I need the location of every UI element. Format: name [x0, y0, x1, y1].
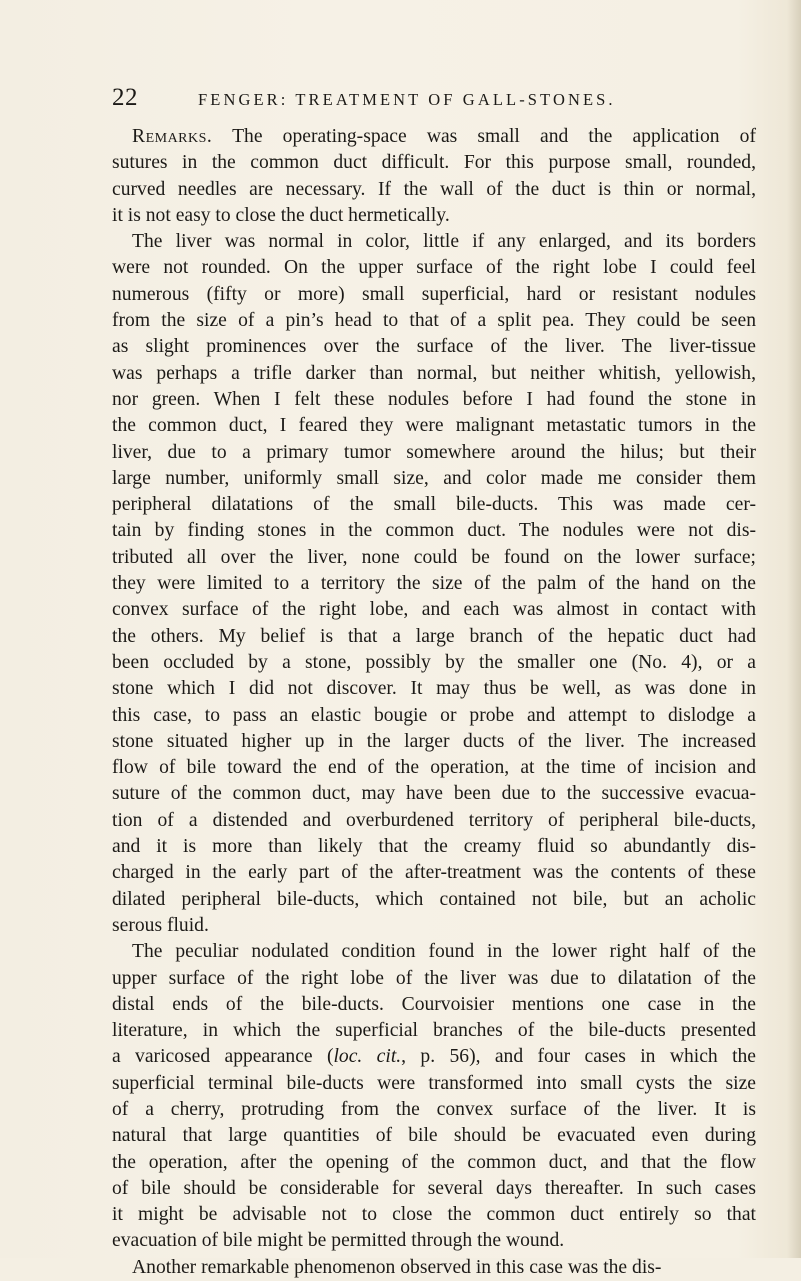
text-line: charged in the early part of the after-treatment was the contents of these: [112, 862, 756, 884]
text-line: the others. My belief is that a large branch of the hepatic duct had: [112, 625, 756, 647]
text-line: been occluded by a stone, possibly by the smaller one (No. 4), or a: [112, 651, 756, 673]
text-line: natural that large quantities of bile should be evacuated even during: [112, 1125, 756, 1147]
text-line: tain by finding stones in the common duct. The nodules were not dis-: [112, 520, 756, 542]
text-line: distal ends of the bile-ducts. Courvoisier mentions one case in the: [112, 993, 756, 1015]
text-line: was perhaps a trifle darker than normal, but neither whitish, yellowish,: [112, 362, 756, 384]
text-line: sutures in the common duct difficult. For this purpose small, rounded,: [112, 152, 756, 174]
page-number: 22: [112, 84, 138, 111]
text-line: of bile should be considerable for several days thereafter. In such cases: [112, 1177, 756, 1199]
text-line: dilated peripheral bile-ducts, which contained not bile, but an acholic: [112, 888, 756, 910]
text-line: Remarks. The operating-space was small and the application of: [132, 126, 756, 147]
text-line: nor green. When I felt these nodules before I had found the stone in: [112, 388, 756, 410]
text-line: curved needles are necessary. If the wall of the duct is thin or normal,: [112, 178, 756, 200]
text-line: tributed all over the liver, none could be found on the lower surface;: [112, 546, 756, 568]
page-edge-shadow: [787, 0, 801, 1258]
text-line: the common duct, I feared they were malignant metastatic tumors in the: [112, 415, 756, 437]
text-line: peripheral dilatations of the small bile-ducts. This was made cer-: [112, 494, 756, 516]
text-line: as slight prominences over the surface of the liver. The liver-tissue: [112, 336, 756, 358]
text-line: numerous (fifty or more) small superficial, hard or resistant nodules: [112, 283, 756, 305]
text-line: The liver was normal in color, little if any enlarged, and its borders: [132, 231, 756, 253]
text-line: serous fluid.: [112, 914, 209, 936]
text-line: evacuation of bile might be permitted through the wound.: [112, 1230, 565, 1252]
text-line: the operation, after the opening of the common duct, and that the flow: [112, 1151, 756, 1173]
text-line: it is not easy to close the duct hermetically.: [112, 204, 450, 226]
text-line: Another remarkable phenomenon observed in this case was the dis-: [132, 1256, 662, 1278]
text-line: flow of bile toward the end of the operation, at the time of incision and: [112, 757, 756, 779]
text-line: of a cherry, protruding from the convex surface of the liver. It is: [112, 1098, 756, 1120]
text-line: a varicosed appearance (loc. cit., p. 56), and four cases in which the: [112, 1046, 757, 1068]
citation-italic: loc. cit.: [333, 1046, 402, 1068]
text-line: suture of the common duct, may have been due to the successive evacua-: [112, 783, 756, 805]
text-line: superficial terminal bile-ducts were transformed into small cysts the size: [112, 1072, 756, 1094]
remarks-label: Remarks.: [132, 126, 213, 147]
text-line: large number, uniformly small size, and color made me consider them: [112, 467, 756, 489]
body-text: [112, 124, 756, 1281]
text-line: The peculiar nodulated condition found in the lower right half of the: [132, 941, 756, 963]
text-line: stone which I did not discover. It may thus be well, as was done in: [112, 678, 756, 700]
text-line: upper surface of the right lobe of the liver was due to dilatation of the: [112, 967, 756, 989]
text-line: it might be advisable not to close the common duct entirely so that: [112, 1204, 756, 1226]
text-line: tion of a distended and overburdened territory of peripheral bile-ducts,: [112, 809, 756, 831]
text-line: were not rounded. On the upper surface of the right lobe I could feel: [112, 257, 756, 279]
text-line: literature, in which the superficial branches of the bile-ducts presented: [112, 1020, 756, 1042]
text-line: and it is more than likely that the creamy fluid so abundantly dis-: [112, 836, 756, 858]
running-head: FENGER: TREATMENT OF GALL-STONES.: [198, 90, 616, 109]
page-header: [112, 84, 752, 116]
text-line: from the size of a pin’s head to that of a split pea. They could be seen: [112, 310, 756, 332]
text-line: they were limited to a territory the size of the palm of the hand on the: [112, 573, 756, 595]
text-line: convex surface of the right lobe, and each was almost in contact with: [112, 599, 756, 621]
text-line: this case, to pass an elastic bougie or probe and attempt to dislodge a: [112, 704, 756, 726]
text-line: stone situated higher up in the larger ducts of the liver. The increased: [112, 730, 756, 752]
text-line: liver, due to a primary tumor somewhere around the hilus; but their: [112, 441, 756, 463]
